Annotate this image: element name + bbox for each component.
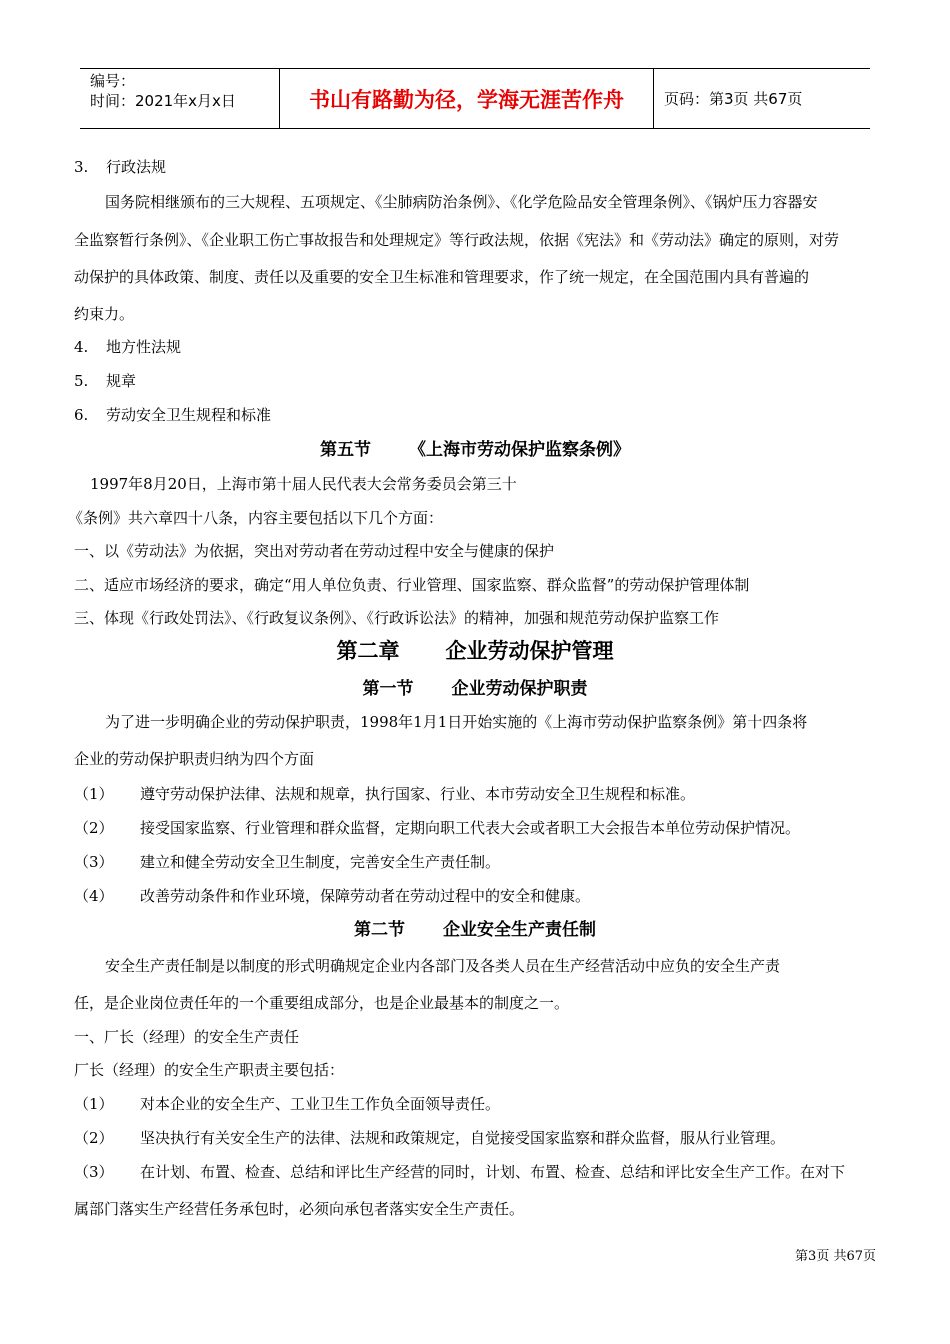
item-number: （4）: [74, 887, 114, 905]
subheading: 厂长（经理）的安全生产职责主要包括：: [74, 1061, 345, 1079]
paragraph-line: 国务院相继颁布的三大规程、五项规定、《尘肺病防治条例》、《化学危险品安全管理条例》、《锅炉压力容器安: [105, 193, 818, 211]
paragraph-line: 全监察暂行条例》、《企业职工伤亡事故报告和处理规定》等行政法规，依据《宪法》和《劳动法》确定的原则，对劳: [74, 231, 840, 249]
item-number: （1）: [74, 1095, 114, 1113]
paragraph-line: 任，是企业岗位责任年的一个重要组成部分，也是企业最基本的制度之一。: [74, 994, 570, 1012]
section-heading: [0, 677, 950, 701]
page-footer: 第3页 共67页: [795, 1249, 876, 1264]
item-text: 地方性法规: [106, 338, 182, 356]
time-label: 时间：2021年x月x日: [90, 92, 236, 110]
item-number: （3）: [74, 1163, 114, 1181]
chapter-number: 第二章: [336, 639, 400, 663]
item-text: 建立和健全劳动安全卫生制度，完善安全生产责任制。: [140, 853, 501, 871]
paragraph-line: 动保护的具体政策、制度、责任以及重要的安全卫生标准和管理要求，作了统一规定，在全国范围内具有普遍的: [74, 268, 810, 286]
item-text: 在计划、布置、检查、总结和评比生产经营的同时，计划、布置、检查、总结和评比安全生产工作。在对下: [140, 1163, 846, 1181]
section-heading: [0, 918, 950, 942]
item-number: （2）: [74, 1129, 114, 1147]
item-number: （2）: [74, 819, 114, 837]
header-page-info: 页码：第3页 共67页: [664, 90, 803, 108]
chapter-heading: [0, 638, 950, 664]
section-number: 第一节: [362, 679, 414, 699]
chapter-title: 企业劳动保护管理: [445, 639, 614, 663]
item-number: 3.: [74, 158, 89, 176]
section-title: 《上海市劳动保护监察条例》: [409, 440, 630, 460]
list-item: 二、适应市场经济的要求，确定“用人单位负责、行业管理、国家监察、群众监督”的劳动保护管理体制: [74, 576, 750, 594]
item-text: 接受国家监察、行业管理和群众监督，定期向职工代表大会或者职工大会报告本单位劳动保护情况。: [140, 819, 801, 837]
item-number: 5.: [74, 372, 89, 390]
paragraph-line: 约束力。: [74, 305, 135, 323]
id-label: 编号：: [90, 72, 136, 90]
section-heading: [0, 439, 950, 461]
item-text: 行政法规: [106, 158, 167, 176]
paragraph-line: 企业的劳动保护职责归纳为四个方面: [74, 750, 315, 768]
section-number: 第二节: [354, 920, 405, 940]
section-title: 企业劳动保护职责: [451, 679, 588, 699]
section-title: 企业安全生产责任制: [443, 920, 596, 940]
item-number: 4.: [74, 338, 89, 356]
header-divider: [653, 69, 654, 128]
item-text: 坚决执行有关安全生产的法律、法规和政策规定，自觉接受国家监察和群众监督，服从行业管理。: [140, 1129, 786, 1147]
item-text: 改善劳动条件和作业环境，保障劳动者在劳动过程中的安全和健康。: [140, 887, 591, 905]
item-text: 规章: [106, 372, 137, 390]
header-meta: [90, 71, 236, 111]
paragraph-line: 1997年8月20日，上海市第十届人民代表大会常务委员会第三十: [90, 475, 517, 493]
item-number: 6.: [74, 406, 89, 424]
section-number: 第五节: [320, 440, 371, 460]
paragraph-line: 安全生产责任制是以制度的形式明确规定企业内各部门及各类人员在生产经营活动中应负的安全生产责: [105, 957, 781, 975]
subheading: 一、厂长（经理）的安全生产责任: [74, 1028, 300, 1046]
item-number: （1）: [74, 785, 114, 803]
item-text: 劳动安全卫生规程和标准: [106, 406, 272, 424]
paragraph-line: 《条例》共六章四十八条，内容主要包括以下几个方面：: [68, 509, 444, 527]
paragraph-line: 为了进一步明确企业的劳动保护职责，1998年1月1日开始实施的《上海市劳动保护监察条例》第十四条将: [105, 713, 808, 731]
page-header: [80, 68, 870, 129]
item-number: （3）: [74, 853, 114, 871]
item-text: 对本企业的安全生产、工业卫生工作负全面领导责任。: [140, 1095, 501, 1113]
header-motto: 书山有路勤为径，学海无涯苦作舟: [309, 87, 624, 112]
list-item: 一、以《劳动法》为依据，突出对劳动者在劳动过程中安全与健康的保护: [74, 542, 555, 560]
item-text: 遵守劳动保护法律、法规和规章，执行国家、行业、本市劳动安全卫生规程和标准。: [140, 785, 696, 803]
paragraph-line: 属部门落实生产经营任务承包时，必须向承包者落实安全生产责任。: [74, 1200, 525, 1218]
list-item: 三、体现《行政处罚法》、《行政复议条例》、《行政诉讼法》的精神，加强和规范劳动保护监察工作: [74, 609, 720, 627]
